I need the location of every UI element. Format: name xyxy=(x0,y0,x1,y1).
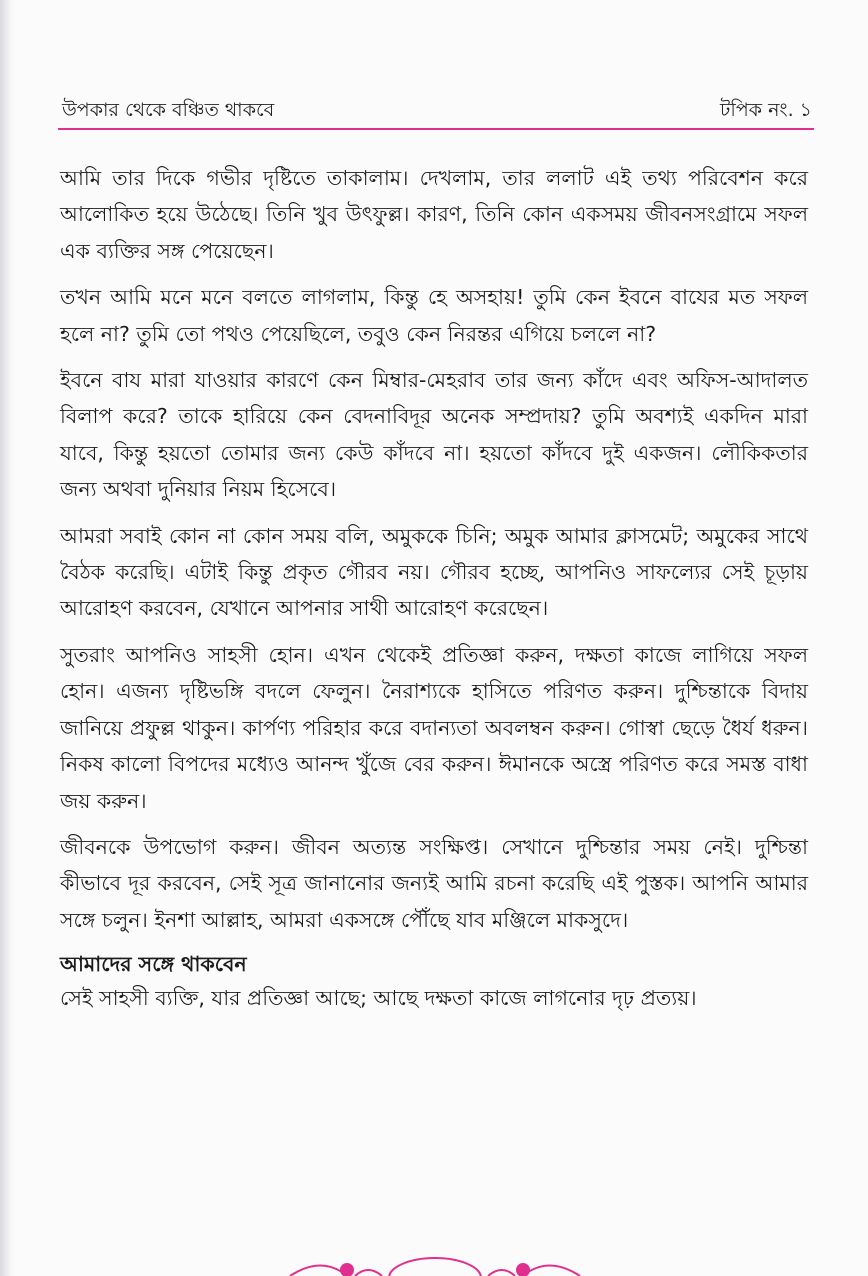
ornament-icon xyxy=(250,1246,620,1276)
paragraph-final: সেই সাহসী ব্যক্তি, যার প্রতিজ্ঞা আছে; আছে দক্ষতা কাজে লাগনোর দৃঢ় প্রত্যয়। xyxy=(60,986,697,1011)
paragraph-6: জীবনকে উপভোগ করুন। জীবন অত্যন্ত সংক্ষিপ্ত। সেখানে দুশ্চিন্তার সময় নেই। দুশ্চিন্তা কীভাবে দূর করবেন, সেই সূত্র জানানোর জন্যই আমি রচনা করেছি এই পুস্তক। আপনি আমার সঙ্গে চলুন। ইনশা আল্লাহ, আমরা একসঙ্গে পৌঁছে যাব মঞ্জিলে মাকসুদে। xyxy=(60,834,808,932)
paragraph-2: তখন আমি মনে মনে বলতে লাগলাম, কিন্তু হে অসহায়! তুমি কেন ইবনে বাযের মত সফল হলে না? তুমি তো পথও পেয়েছিলে, তবুও কেন নিরন্তর এগিয়ে চললে না? xyxy=(60,285,808,346)
header-divider xyxy=(58,128,814,130)
topic-number: টপিক নং. ১ xyxy=(720,99,812,121)
page-number-ornament xyxy=(250,1246,620,1276)
running-header xyxy=(62,96,812,130)
section-subheading: আমাদের সঙ্গে থাকবেন xyxy=(60,952,247,977)
page-body xyxy=(60,160,808,1017)
paragraph-3: ইবনে বায মারা যাওয়ার কারণে কেন মিম্বার-মেহরাব তার জন্য কাঁদে এবং অফিস-আদালত বিলাপ করে? তাকে হারিয়ে কেন বেদনাবিদূর অনেক সম্প্রদায়? তুমি অবশ্যই একদিন মারা যাবে, কিন্তু হয়তো তোমার জন্য কেউ কাঁদবে না। হয়তো কাঁদবে দুই একজন। লৌকিকতার জন্য অথবা দুনিয়ার নিয়ম হিসেবে। xyxy=(60,368,808,502)
page-edge-shadow xyxy=(0,0,14,1276)
paragraph-4: আমরা সবাই কোন না কোন সময় বলি, অমুককে চিনি; অমুক আমার ক্লাসমেট; অমুকের সাথে বৈঠক করেছি। এটাই কিন্তু প্রকৃত গৌরব নয়। গৌরব হচ্ছে, আপনিও সাফল্যের সেই চূড়ায় আরোহণ করবেন, যেখানে আপনার সাথী আরোহণ করেছেন। xyxy=(60,523,808,621)
paragraph-1: আমি তার দিকে গভীর দৃষ্টিতে তাকালাম। দেখলাম, তার ললাট এই তথ্য পরিবেশন করে আলোকিত হয়ে উঠেছে। তিনি খুব উৎফুল্ল। কারণ, তিনি কোন একসময় জীবনসংগ্রামে সফল এক ব্যক্তির সঙ্গ পেয়েছেন। xyxy=(60,166,808,263)
paragraph-5: সুতরাং আপনিও সাহসী হোন। এখন থেকেই প্রতিজ্ঞা করুন, দক্ষতা কাজে লাগিয়ে সফল হোন। এজন্য দৃষ্টিভঙ্গি বদলে ফেলুন। নৈরাশ্যকে হাসিতে পরিণত করুন। দুশ্চিন্তাকে বিদায় জানিয়ে প্রফুল্ল থাকুন। কার্পণ্য পরিহার করে বদান্যতা অবলম্বন করুন। গোস্বা ছেড়ে ধৈর্য ধরুন। নিকষ কালো বিপদের মধ্যেও আনন্দ খুঁজে বের করুন। ঈমানকে অস্ত্রে পরিণত করে সমস্ত বাধা জয় করুন। xyxy=(60,642,808,813)
chapter-title: উপকার থেকে বঞ্চিত থাকবে xyxy=(62,99,275,121)
